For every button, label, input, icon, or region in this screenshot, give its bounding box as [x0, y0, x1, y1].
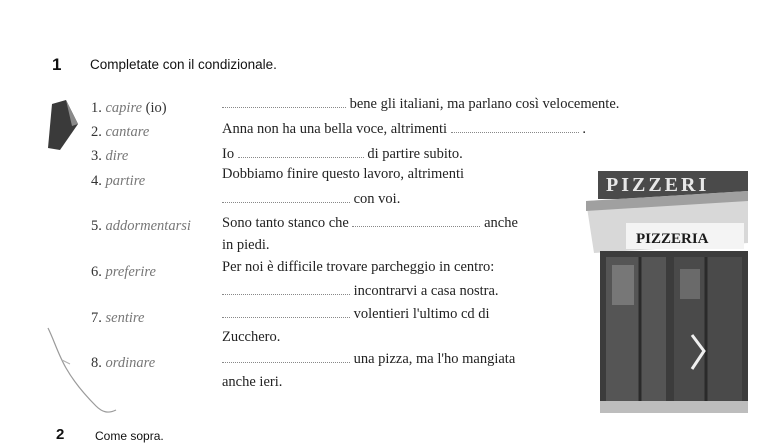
- photo-sign-main: PIZZERIA: [636, 231, 709, 247]
- blank-2[interactable]: [451, 119, 579, 133]
- photo-sign-top: PIZZERI: [606, 174, 710, 196]
- page-marker-icon: [46, 98, 80, 154]
- pizzeria-photo: [586, 165, 748, 415]
- item-7-number: 7. sentire: [91, 310, 145, 326]
- item-6-number: 6. preferire: [91, 264, 156, 280]
- blank-5[interactable]: [352, 213, 480, 227]
- exercise-2-number: 2: [56, 426, 65, 443]
- item-2-number: 2. cantare: [91, 124, 150, 140]
- item-7-line1: volentieri l'ultimo cd di: [222, 304, 490, 323]
- item-8-line2: anche ieri.: [222, 374, 283, 390]
- item-5-line1: Sono tanto stanco che anche: [222, 213, 518, 232]
- item-4-number: 4. partire: [91, 173, 146, 189]
- blank-3[interactable]: [238, 144, 364, 158]
- item-6-line1: Per noi è difficile trovare parcheggio in centro:: [222, 259, 495, 275]
- item-6-line2: incontrarvi a casa nostra.: [222, 281, 499, 300]
- exercise-2-title: Come sopra.: [95, 429, 164, 443]
- item-8-number: 8. ordinare: [91, 355, 156, 371]
- blank-8[interactable]: [222, 349, 350, 363]
- blank-1[interactable]: [222, 94, 346, 108]
- margin-scribble-icon: [44, 320, 124, 420]
- item-1-text: bene gli italiani, ma parlano così velocemente.: [222, 94, 619, 113]
- item-5-number: 5. addormentarsi: [91, 218, 191, 234]
- exercise-title: Completate con il condizionale.: [90, 57, 277, 72]
- item-7-line2: Zucchero.: [222, 329, 281, 345]
- item-4-line2: con voi.: [222, 189, 400, 208]
- blank-6[interactable]: [222, 281, 350, 295]
- item-5-line2: in piedi.: [222, 237, 270, 253]
- blank-7[interactable]: [222, 304, 350, 318]
- item-1-number: 1. capire (io): [91, 100, 167, 116]
- item-2-text: Anna non ha una bella voce, altrimenti .: [222, 119, 586, 138]
- exercise-number: 1: [52, 55, 62, 74]
- item-3-text: Io di partire subito.: [222, 144, 463, 163]
- item-8-line1: una pizza, ma l'ho mangiata: [222, 349, 515, 368]
- item-4-line1: Dobbiamo finire questo lavoro, altrimenti: [222, 166, 465, 182]
- blank-4[interactable]: [222, 189, 350, 203]
- item-3-number: 3. dire: [91, 148, 129, 164]
